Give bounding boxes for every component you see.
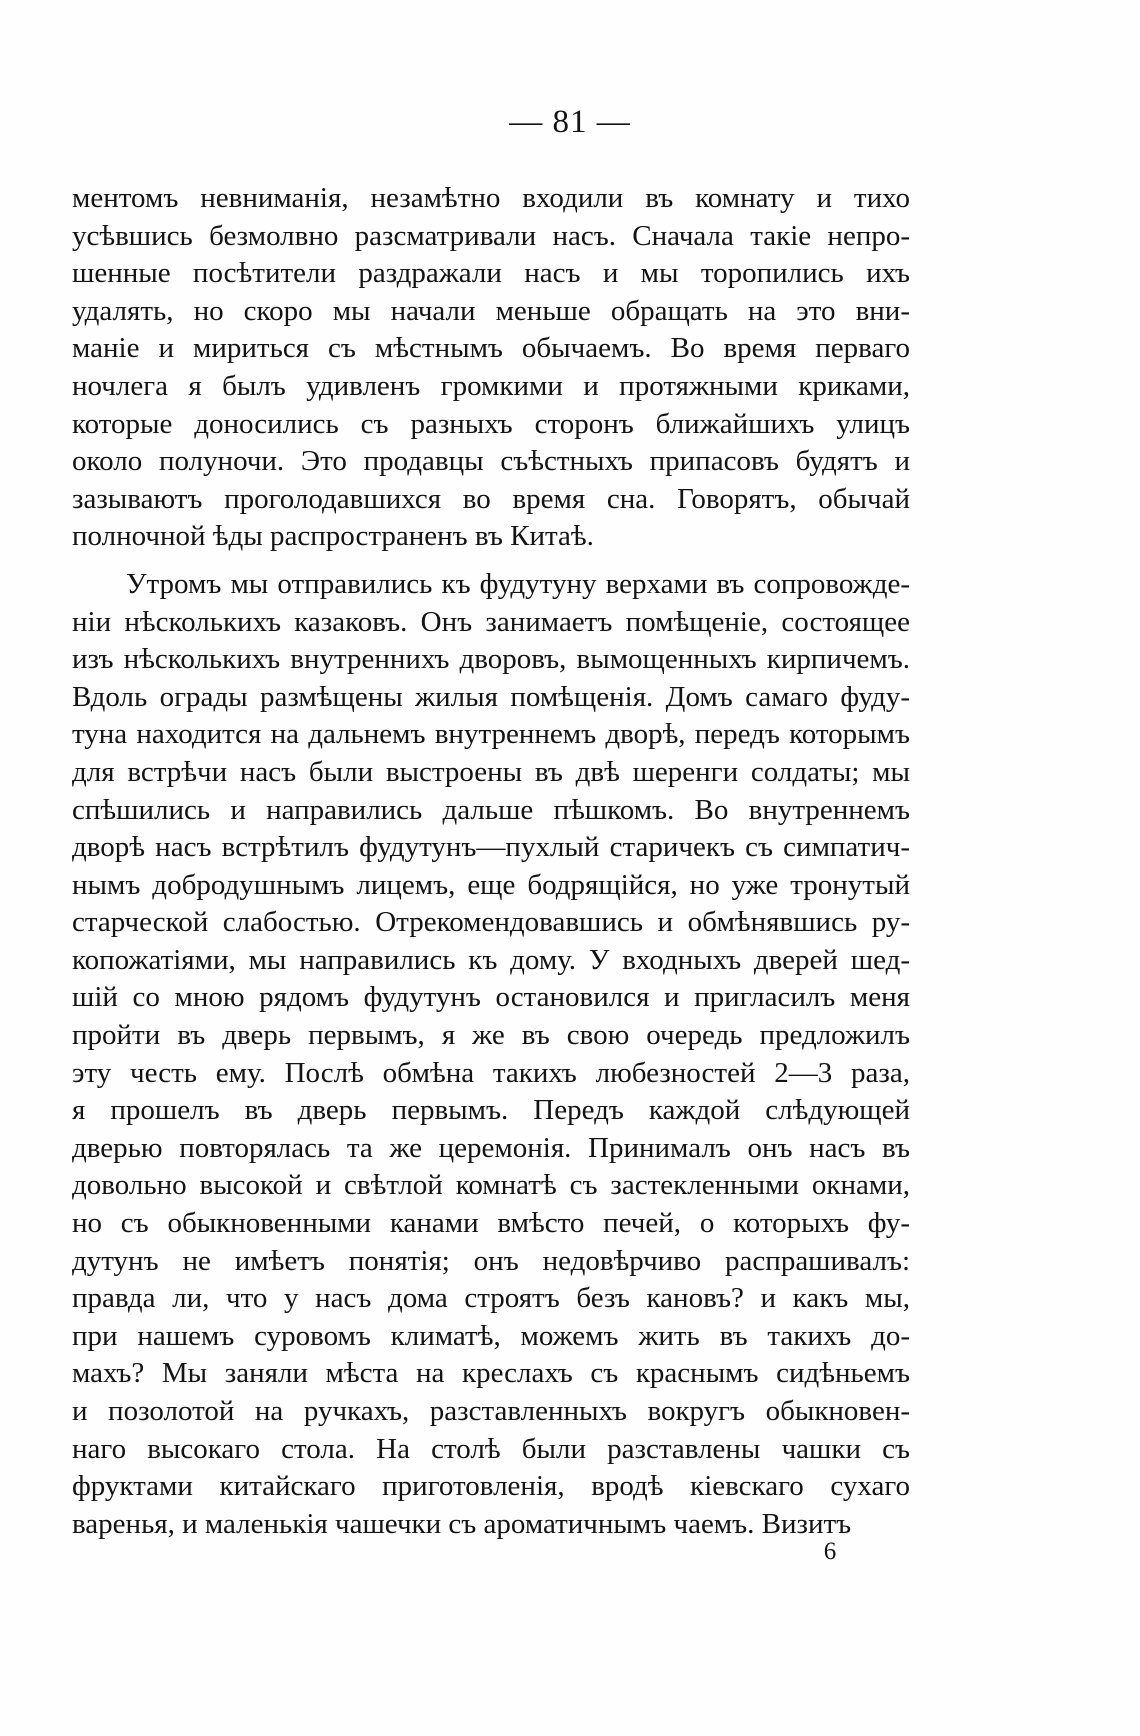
text-line: спѣшились и направились дальше пѣшкомъ. Во внутреннемъ (72, 793, 910, 826)
paragraph (72, 566, 910, 1543)
text-line: туна находится на дальнемъ внутреннемъ дворѣ, передъ которымъ (72, 718, 910, 751)
text-line: пройти въ дверь первымъ, я же въ свою очередь предложилъ (72, 1019, 910, 1052)
text-line: дворѣ насъ встрѣтилъ фудутунъ—пухлый старичекъ съ симпатич- (72, 831, 910, 864)
page-number: — 81 — (509, 104, 631, 140)
text-line: усѣвшись безмолвно разсматривали насъ. Сначала такіе непро- (72, 219, 910, 252)
text-line: старческой слабостью. Отрекомендовавшись и обмѣнявшись ру- (72, 906, 910, 939)
text-line: Вдоль ограды размѣщены жилыя помѣщенія. Домъ самаго фуду- (72, 680, 910, 713)
text-line: махъ? Мы заняли мѣста на креслахъ съ краснымъ сидѣньемъ (72, 1357, 910, 1390)
text-line: но съ обыкновенными канами вмѣсто печей, о которыхъ фу- (72, 1207, 910, 1240)
text-line: шій со мною рядомъ фудутунъ остановился и пригласилъ меня (72, 981, 910, 1014)
text-line: маніе и мириться съ мѣстнымъ обычаемъ. Во время перваго (72, 332, 910, 365)
text-line: дутунъ не имѣетъ понятія; онъ недовѣрчиво распрашивалъ: (72, 1244, 910, 1277)
text-line: фруктами китайскаго приготовленія, вродѣ кіевскаго сухаго (72, 1470, 910, 1503)
text-line: я прошелъ въ дверь первымъ. Передъ каждой слѣдующей (72, 1094, 910, 1127)
text-line: при нашемъ суровомъ климатѣ, можемъ жить въ такихъ до- (72, 1319, 910, 1352)
text-line: Утромъ мы отправились къ фудутуну верхами въ сопровожде- (126, 567, 910, 600)
text-line: эту честь ему. Послѣ обмѣна такихъ любезностей 2—3 раза, (72, 1056, 910, 1089)
text-line: изъ нѣсколькихъ внутреннихъ дворовъ, вымощенныхъ кирпичемъ. (72, 643, 910, 676)
text-line: шенные посѣтители раздражали насъ и мы торопились ихъ (72, 257, 910, 290)
text-line: копожатіями, мы направились къ дому. У входныхъ дверей шед- (72, 943, 910, 976)
text-line: зазываютъ проголодавшихся во время сна. Говорятъ, обычай (72, 482, 910, 515)
paragraph (72, 180, 910, 556)
text-line: удалять, но скоро мы начали меньше обращать на это вни- (72, 294, 910, 327)
text-line: для встрѣчи насъ были выстроены въ двѣ шеренги солдаты; мы (72, 755, 910, 788)
text-line: полночной ѣды распространенъ въ Китаѣ. (72, 520, 594, 553)
text-line: дверью повторялась та же церемонія. Принималъ онъ насъ въ (72, 1131, 910, 1164)
text-line: наго высокаго стола. На столѣ были разставлены чашки съ (72, 1432, 910, 1465)
text-line: правда ли, что у насъ дома строятъ безъ кановъ? и какъ мы, (72, 1282, 910, 1315)
body-text (72, 180, 910, 1543)
text-line: нымъ добродушнымъ лицемъ, еще бодрящійся, но уже тронутый (72, 868, 910, 901)
text-line: ночлега я былъ удивленъ громкими и протяжными криками, (72, 369, 910, 402)
text-line: варенья, и маленькія чашечки съ ароматичнымъ чаемъ. Визитъ (72, 1507, 852, 1540)
text-line: которые доносились съ разныхъ сторонъ ближайшихъ улицъ (72, 407, 910, 440)
text-line: довольно высокой и свѣтлой комнатѣ съ застекленными окнами, (72, 1169, 910, 1202)
signature-mark: 6 (823, 1538, 837, 1565)
text-line: около полуночи. Это продавцы съѣстныхъ припасовъ будятъ и (72, 445, 910, 478)
text-line: ментомъ невниманія, незамѣтно входили въ комнату и тихо (72, 182, 910, 214)
text-line: и позолотой на ручкахъ, разставленныхъ вокругъ обыкновен- (72, 1395, 910, 1427)
text-line: ніи нѣсколькихъ казаковъ. Онъ занимаетъ помѣщеніе, состоящее (72, 605, 910, 638)
